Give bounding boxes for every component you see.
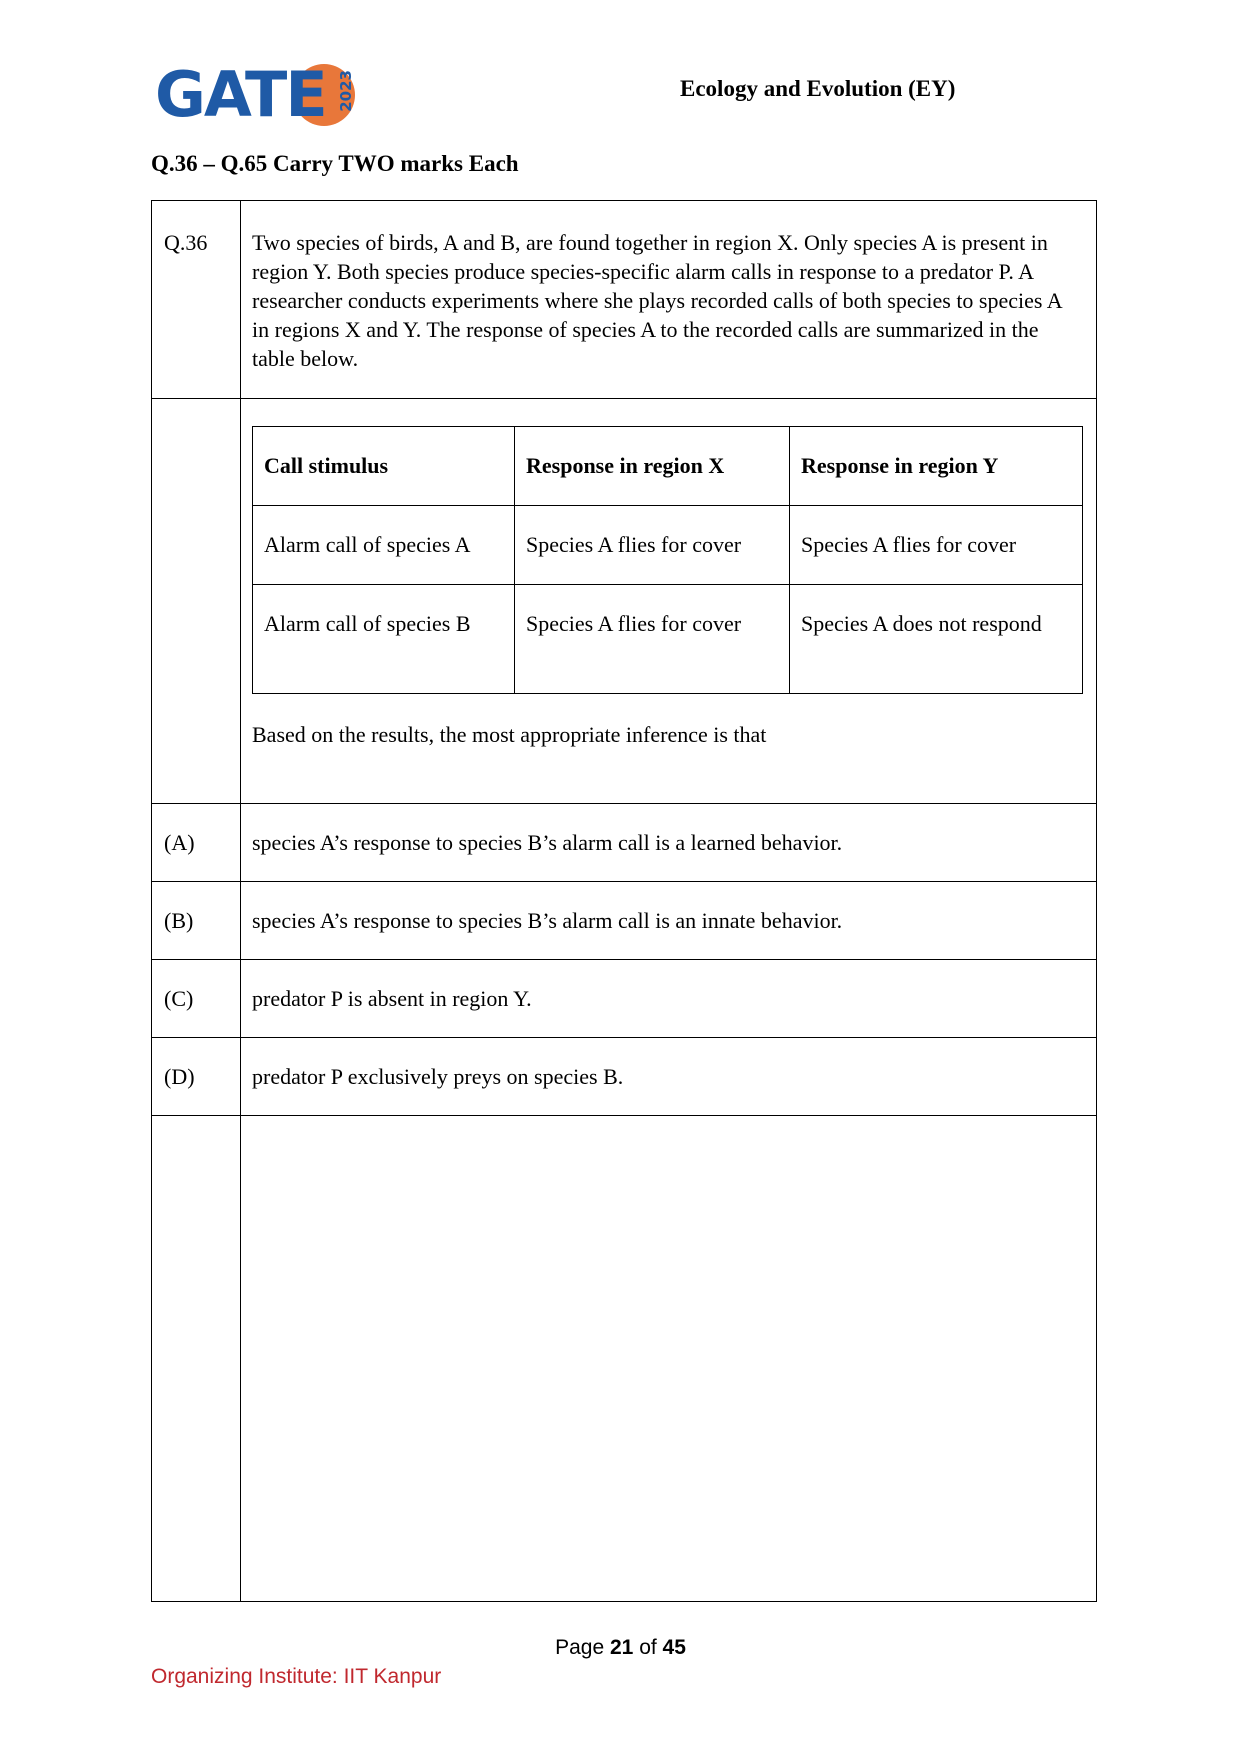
question-table <box>151 200 1097 1602</box>
option-text: predator P exclusively preys on species B. <box>241 1038 1097 1116</box>
data-table-cell <box>241 399 1097 804</box>
header-region-y: Response in region Y <box>790 427 1083 506</box>
table-cell: Species A does not respond <box>790 585 1083 694</box>
header-call-stimulus: Call stimulus <box>253 427 515 506</box>
inference-prompt: Based on the results, the most appropriate inference is that <box>252 722 767 747</box>
question-stem: Two species of birds, A and B, are found together in region X. Only species A is present in region Y. Both species produce species-specific alarm calls in response to a predator P. A researcher conducts experiments where she plays recorded calls of both species to species A in regions X and Y. The response of species A to the recorded calls are summarized in the table below. <box>241 201 1097 399</box>
empty-cell <box>152 1116 241 1602</box>
page-total: 45 <box>662 1636 686 1659</box>
option-a-row[interactable] <box>152 804 1097 882</box>
option-c-row[interactable] <box>152 960 1097 1038</box>
table-cell: Species A flies for cover <box>515 585 790 694</box>
subject-title: Ecology and Evolution (EY) <box>680 76 956 101</box>
option-text: species A’s response to species B’s alarm call is an innate behavior. <box>241 882 1097 960</box>
empty-cell <box>152 399 241 804</box>
response-table-header <box>253 427 1083 506</box>
option-label: (B) <box>152 882 241 960</box>
header-region-x: Response in region X <box>515 427 790 506</box>
empty-cell <box>241 1116 1097 1602</box>
option-text: species A’s response to species B’s alarm call is a learned behavior. <box>241 804 1097 882</box>
option-d-row[interactable] <box>152 1038 1097 1116</box>
option-label: (C) <box>152 960 241 1038</box>
page-prefix: Page <box>555 1636 605 1659</box>
table-cell: Species A flies for cover <box>515 506 790 585</box>
data-table-row <box>152 399 1097 804</box>
page-of: of <box>639 1636 657 1659</box>
option-label: (A) <box>152 804 241 882</box>
gate-logo <box>155 60 360 132</box>
section-heading: Q.36 – Q.65 Carry TWO marks Each <box>151 151 519 176</box>
response-table <box>252 426 1083 694</box>
answer-space-row <box>152 1116 1097 1602</box>
logo-year: 2023 <box>337 70 355 112</box>
page-current: 21 <box>609 1636 634 1659</box>
option-b-row[interactable] <box>152 882 1097 960</box>
table-row <box>253 585 1083 694</box>
page-number <box>0 1636 1241 1660</box>
logo-text: GATE <box>155 58 326 131</box>
organizing-institute: Organizing Institute: IIT Kanpur <box>151 1665 442 1688</box>
question-number: Q.36 <box>152 201 241 399</box>
option-label: (D) <box>152 1038 241 1116</box>
table-cell: Alarm call of species A <box>253 506 515 585</box>
table-cell: Species A flies for cover <box>790 506 1083 585</box>
option-text: predator P is absent in region Y. <box>241 960 1097 1038</box>
table-cell: Alarm call of species B <box>253 585 515 694</box>
table-row <box>253 506 1083 585</box>
question-stem-row <box>152 201 1097 399</box>
